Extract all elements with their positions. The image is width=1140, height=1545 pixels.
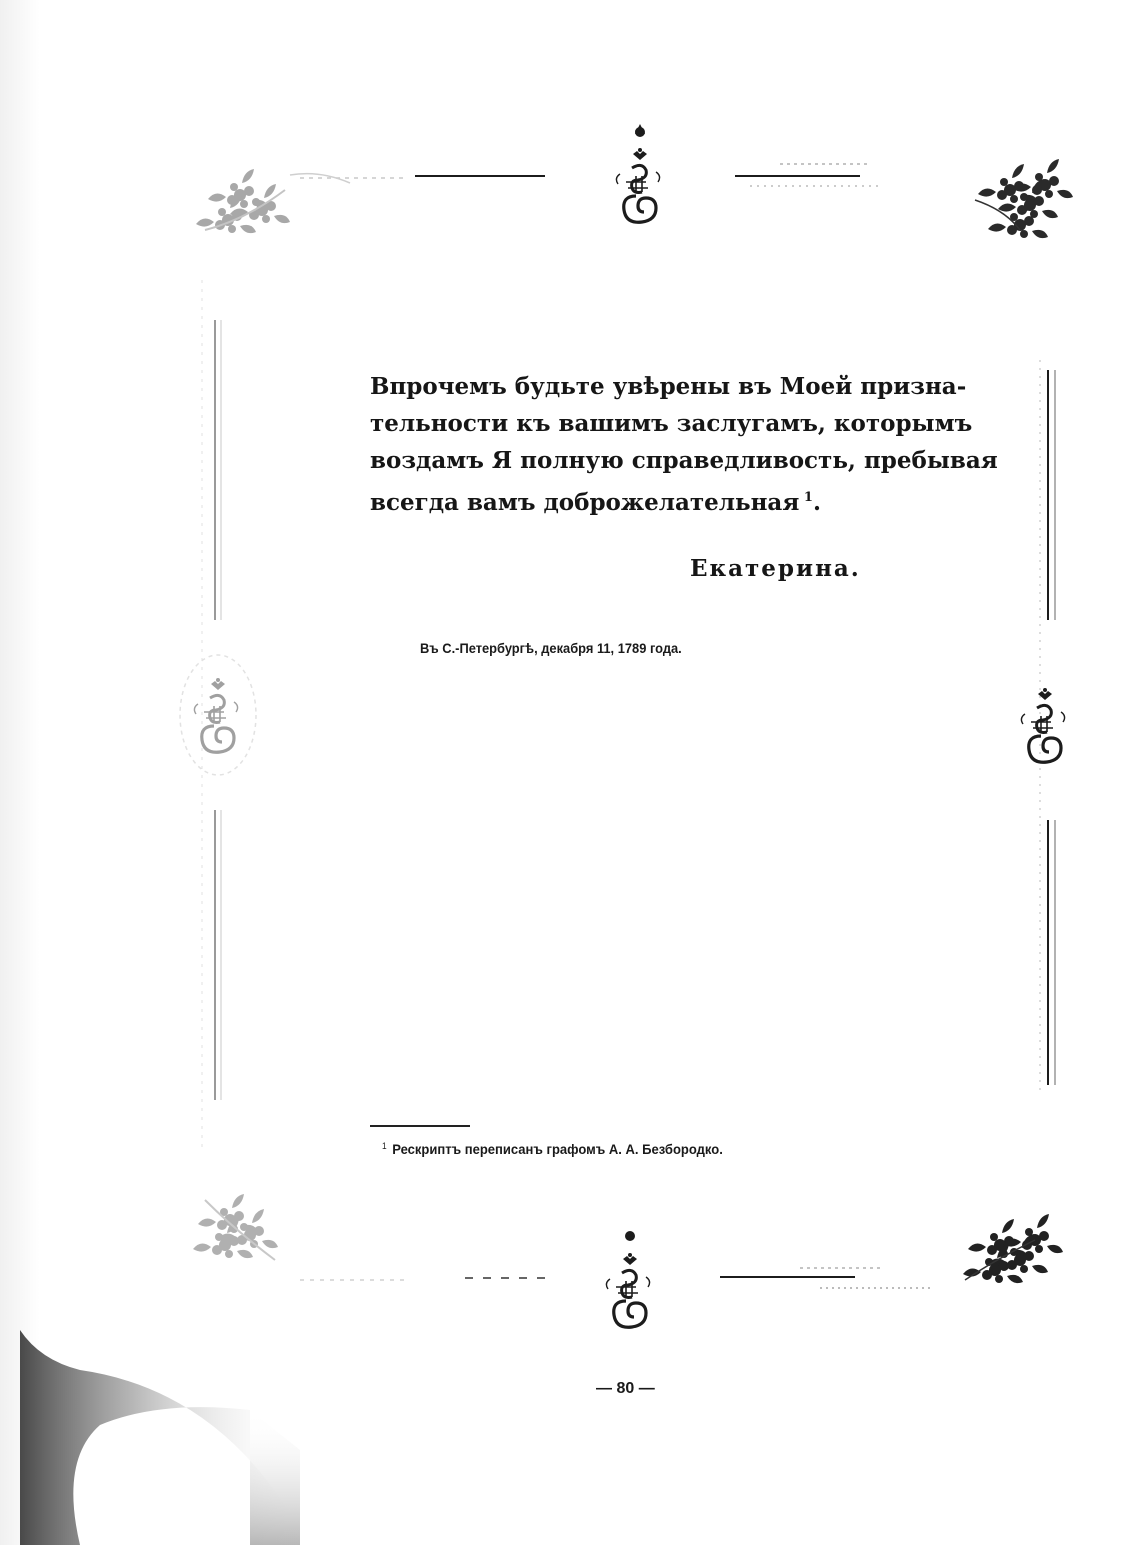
closing-period: . bbox=[812, 489, 821, 516]
letter-line: воздамъ Я полную справедливость, пребывая bbox=[370, 447, 998, 474]
letter-body bbox=[370, 368, 998, 521]
letter-last-line bbox=[370, 479, 896, 521]
footnote-marker: 1 bbox=[382, 1141, 387, 1151]
footnote-text: Рескриптъ переписанъ графомъ А. А. Безбородко. bbox=[392, 1141, 723, 1157]
footnote-divider bbox=[370, 1125, 470, 1127]
footnote bbox=[382, 1141, 723, 1157]
signature: Екатерина. bbox=[690, 555, 861, 582]
letter-line: всегда вамъ доброжелательная bbox=[370, 489, 800, 516]
left-border bbox=[202, 280, 221, 1150]
letter-line: тельности къ вашимъ заслугамъ, которымъ bbox=[370, 410, 973, 437]
bottom-right-corner-ornament bbox=[963, 1214, 1063, 1283]
top-left-corner-ornament bbox=[196, 169, 350, 233]
bottom-left-corner-ornament bbox=[193, 1194, 278, 1260]
footnote-reference: 1 bbox=[803, 490, 813, 505]
bottom-border bbox=[300, 1268, 930, 1288]
page-number: — 80 — bbox=[596, 1380, 655, 1397]
top-right-corner-ornament bbox=[975, 159, 1073, 238]
letter-line: Впрочемъ будьте увѣрены въ Моей призна- bbox=[370, 373, 967, 400]
page-curl-shadow bbox=[20, 1330, 300, 1545]
top-border bbox=[300, 164, 880, 186]
place-and-date: Въ С.-Петербургѣ, декабря 11, 1789 года. bbox=[420, 640, 682, 656]
left-monogram-icon bbox=[194, 678, 237, 752]
top-monogram-icon bbox=[616, 148, 659, 222]
bottom-monogram-icon bbox=[606, 1253, 649, 1327]
right-monogram-icon bbox=[1021, 688, 1064, 762]
